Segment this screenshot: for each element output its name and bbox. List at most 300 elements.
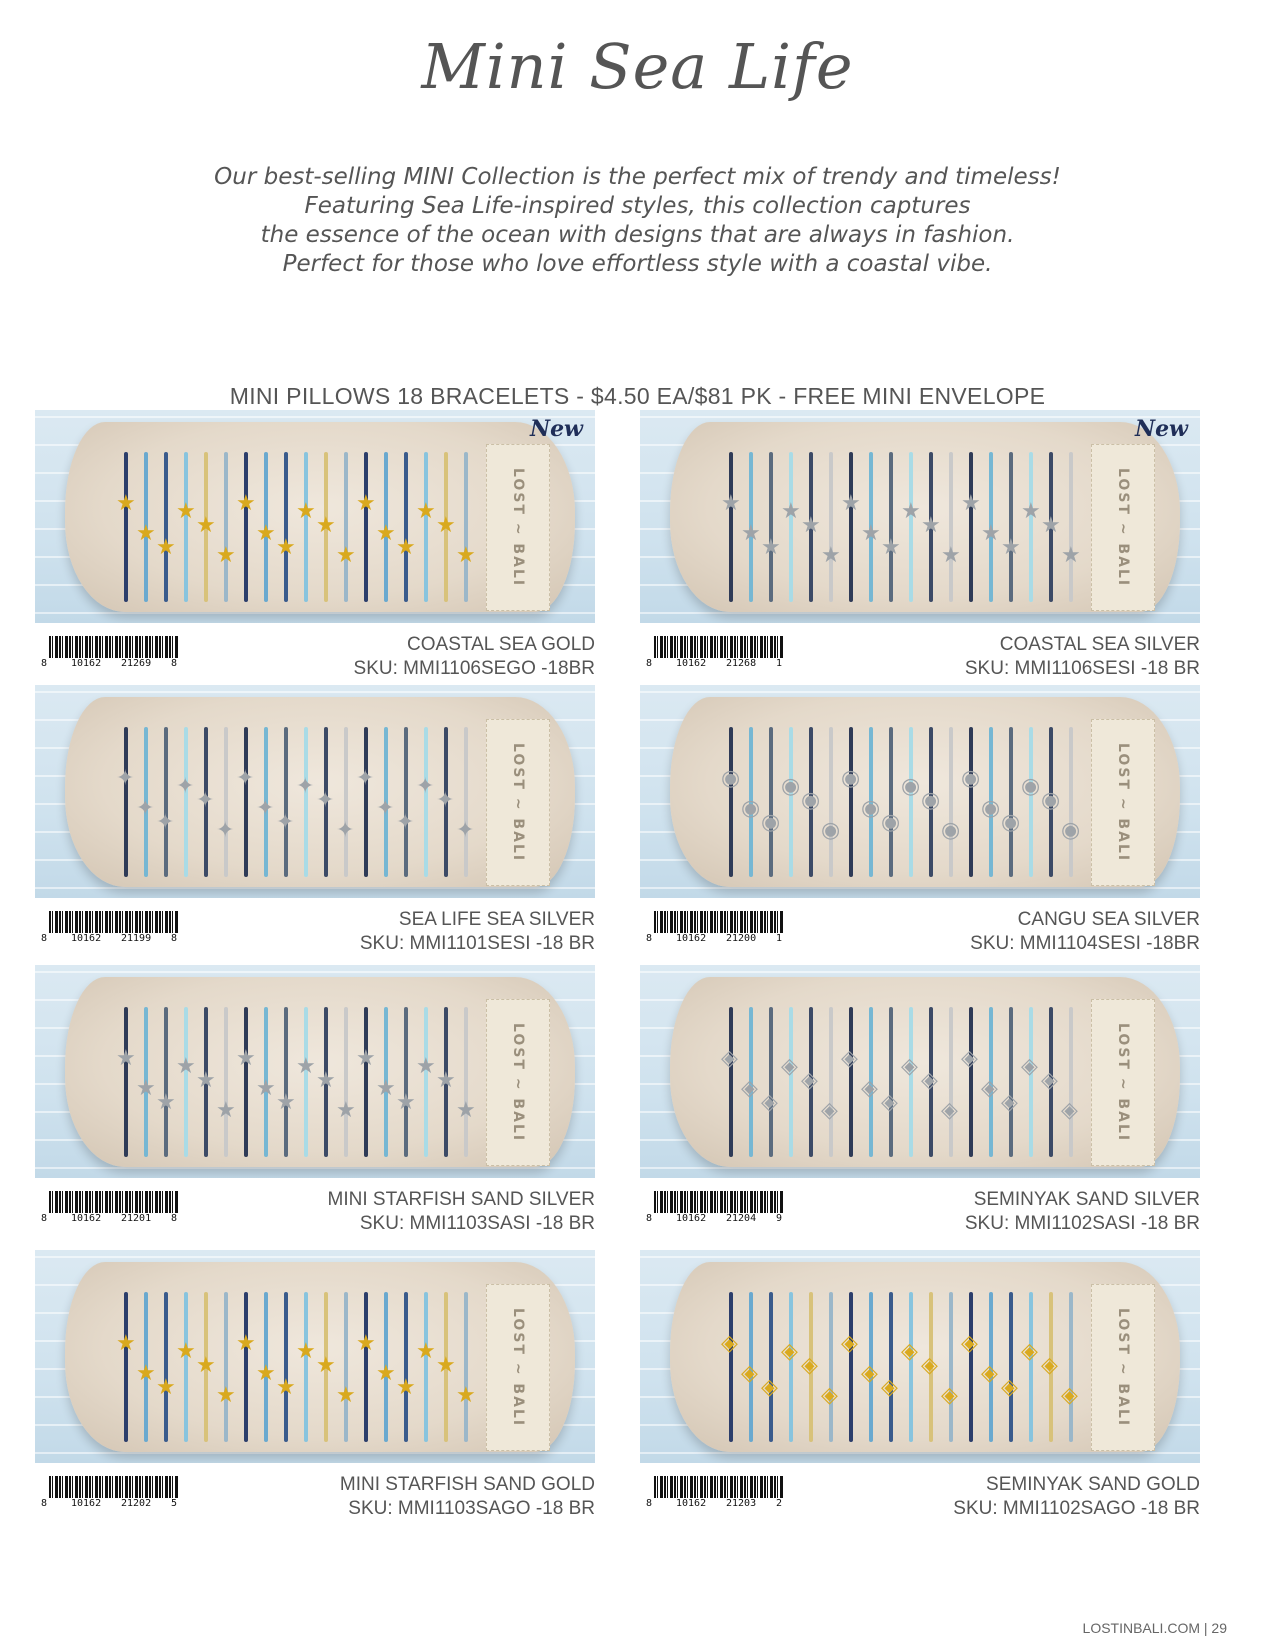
- bracelet-cord: [889, 1292, 893, 1442]
- charm-icon: ★: [436, 512, 456, 537]
- backdrop-stripe: [35, 416, 595, 418]
- pillow-brand-label: LOST ~ BALI: [1091, 1284, 1155, 1451]
- intro-line: Our best-selling MINI Collection is the perfect mix of trendy and timeless!: [214, 164, 1061, 190]
- bracelet-cord: [224, 1007, 228, 1157]
- charm-icon: ★: [436, 1067, 456, 1092]
- intro-text: [150, 163, 1125, 279]
- charm-icon: ◉: [881, 809, 901, 834]
- bracelet-cord: [909, 1007, 913, 1157]
- charm-icon: ✦: [276, 809, 295, 834]
- product-sku: SKU: MMI1102SASI -18 BR: [964, 1213, 1200, 1234]
- backdrop-stripe: [35, 691, 595, 693]
- charm-icon: ★: [1041, 512, 1061, 537]
- bracelet-cord: [124, 1007, 128, 1157]
- charm-icon: ★: [761, 534, 781, 559]
- charm-icon: ◈: [841, 1330, 858, 1355]
- bracelet-strings: [721, 1292, 1095, 1442]
- charm-icon: ◉: [941, 817, 961, 842]
- bracelet-cord: [284, 1292, 288, 1442]
- charm-icon: ★: [376, 1360, 396, 1385]
- charm-icon: ★: [721, 490, 741, 515]
- charm-icon: ★: [981, 520, 1001, 545]
- barcode-bars: [654, 636, 784, 658]
- charm-icon: ★: [1021, 498, 1041, 523]
- intro-line: the essence of the ocean with designs that are always in fashion.: [260, 222, 1015, 248]
- barcode-digits: 21199: [121, 933, 152, 944]
- bracelet-cord: [769, 1007, 773, 1157]
- barcode-digits: 10162: [676, 1498, 707, 1509]
- charm-icon: ★: [316, 512, 336, 537]
- charm-icon: ★: [1001, 534, 1021, 559]
- charm-icon: ◉: [901, 773, 921, 798]
- barcode: [41, 911, 191, 947]
- barcode-bars: [49, 1476, 179, 1498]
- charm-icon: ◈: [1001, 1089, 1018, 1114]
- product-photo: [35, 685, 595, 898]
- bracelet-cord: [849, 727, 853, 877]
- charm-icon: ◈: [821, 1097, 838, 1122]
- barcode-bars: [654, 1476, 784, 1498]
- bracelet-cord: [304, 1292, 308, 1442]
- charm-icon: ◈: [961, 1045, 978, 1070]
- bracelet-cord: [949, 1292, 953, 1442]
- charm-icon: ◈: [941, 1097, 958, 1122]
- barcode: [646, 636, 796, 672]
- bracelet-cord: [344, 452, 348, 602]
- display-pillow: [670, 977, 1180, 1167]
- charm-icon: ◈: [961, 1330, 978, 1355]
- bracelet-cord: [1009, 1292, 1013, 1442]
- pillow-brand-label: LOST ~ BALI: [486, 444, 550, 611]
- product-name: SEMINYAK SAND SILVER: [973, 1189, 1200, 1210]
- product-sku: SKU: MMI1103SAGO -18 BR: [348, 1498, 595, 1519]
- bracelet-cord: [344, 1007, 348, 1157]
- backdrop-stripe: [640, 1452, 1200, 1454]
- charm-icon: ◈: [721, 1330, 738, 1355]
- bracelet-cord: [1069, 1292, 1073, 1442]
- bracelet-cord: [969, 1292, 973, 1442]
- charm-icon: ◈: [741, 1075, 758, 1100]
- charm-icon: ◈: [981, 1075, 998, 1100]
- charm-icon: ★: [376, 1075, 396, 1100]
- bracelet-cord: [164, 1007, 168, 1157]
- charm-icon: ◉: [981, 795, 1001, 820]
- bracelet-cord: [729, 727, 733, 877]
- backdrop-stripe: [35, 612, 595, 614]
- charm-icon: ★: [356, 1045, 376, 1070]
- bracelet-cord: [789, 1007, 793, 1157]
- product-sku: SKU: MMI1102SAGO -18 BR: [953, 1498, 1200, 1519]
- charm-icon: ◈: [881, 1089, 898, 1114]
- bracelet-strings: [116, 727, 490, 877]
- backdrop-stripe: [640, 1167, 1200, 1169]
- barcode-digits: 8: [646, 658, 653, 669]
- bracelet-cord: [304, 727, 308, 877]
- charm-icon: ★: [396, 534, 416, 559]
- charm-icon: ◈: [861, 1075, 878, 1100]
- charm-icon: ◈: [921, 1067, 938, 1092]
- barcode-bars: [654, 1191, 784, 1213]
- charm-icon: ◉: [741, 795, 761, 820]
- charm-icon: ★: [396, 1089, 416, 1114]
- charm-icon: ★: [176, 1338, 196, 1363]
- bracelet-strings: [721, 1007, 1095, 1157]
- charm-icon: ◉: [921, 787, 941, 812]
- charm-icon: ★: [116, 1045, 136, 1070]
- product-sku: SKU: MMI1101SESI -18 BR: [359, 933, 595, 954]
- bracelet-cord: [364, 1007, 368, 1157]
- charm-icon: ◈: [901, 1338, 918, 1363]
- charm-icon: ◉: [1061, 817, 1081, 842]
- bracelet-cord: [284, 452, 288, 602]
- product-photo: [35, 410, 595, 623]
- barcode-digits: 8: [41, 1213, 48, 1224]
- charm-icon: ★: [296, 1338, 316, 1363]
- bracelet-cord: [829, 1292, 833, 1442]
- bracelet-cord: [124, 1292, 128, 1442]
- charm-icon: ◈: [1001, 1374, 1018, 1399]
- charm-icon: ★: [116, 1330, 136, 1355]
- bracelet-cord: [284, 1007, 288, 1157]
- display-pillow: [670, 422, 1180, 612]
- bracelet-cord: [1069, 1007, 1073, 1157]
- bracelet-cord: [284, 727, 288, 877]
- bracelet-strings: [721, 727, 1095, 877]
- product-name: SEMINYAK SAND GOLD: [986, 1474, 1200, 1495]
- charm-icon: ◈: [841, 1045, 858, 1070]
- charm-icon: ★: [336, 1382, 356, 1407]
- charm-icon: ★: [821, 542, 841, 567]
- bracelet-strings: [116, 1007, 490, 1157]
- backdrop-stripe: [640, 416, 1200, 418]
- charm-icon: ★: [376, 520, 396, 545]
- charm-icon: ◉: [1041, 787, 1061, 812]
- barcode: [646, 1476, 796, 1512]
- charm-icon: ★: [961, 490, 981, 515]
- charm-icon: ★: [236, 1045, 256, 1070]
- charm-icon: ◉: [821, 817, 841, 842]
- charm-icon: ✦: [376, 795, 395, 820]
- bracelet-cord: [244, 727, 248, 877]
- bracelet-cord: [404, 1292, 408, 1442]
- bracelet-cord: [304, 1007, 308, 1157]
- display-pillow: [670, 697, 1180, 887]
- barcode-digits: 21204: [726, 1213, 757, 1224]
- barcode-digits: 5: [171, 1498, 178, 1509]
- product-photo: [640, 1250, 1200, 1463]
- bracelet-cord: [424, 727, 428, 877]
- bracelet-strings: [116, 1292, 490, 1442]
- barcode-digits: 8: [171, 933, 178, 944]
- charm-icon: ★: [276, 1374, 296, 1399]
- bracelet-cord: [909, 727, 913, 877]
- bracelet-cord: [789, 727, 793, 877]
- barcode-digits: 1: [776, 933, 783, 944]
- bracelet-cord: [344, 727, 348, 877]
- pillow-brand-label: LOST ~ BALI: [1091, 719, 1155, 886]
- pillow-brand-label: LOST ~ BALI: [486, 999, 550, 1166]
- charm-icon: ◉: [1021, 773, 1041, 798]
- charm-icon: ◈: [1061, 1097, 1078, 1122]
- barcode-digits: 9: [776, 1213, 783, 1224]
- bracelet-cord: [404, 1007, 408, 1157]
- barcode-digits: 1: [776, 658, 783, 669]
- bracelet-cord: [224, 1292, 228, 1442]
- bracelet-cord: [344, 1292, 348, 1442]
- backdrop-stripe: [640, 971, 1200, 973]
- barcode-digits: 21201: [121, 1213, 152, 1224]
- bracelet-cord: [909, 1292, 913, 1442]
- product-name: CANGU SEA SILVER: [1017, 909, 1200, 930]
- charm-icon: ✦: [396, 809, 415, 834]
- barcode-bars: [654, 911, 784, 933]
- bracelet-cord: [244, 1007, 248, 1157]
- charm-icon: ◈: [881, 1374, 898, 1399]
- charm-icon: ★: [456, 1097, 476, 1122]
- new-badge: New: [529, 416, 583, 442]
- barcode-digits: 8: [646, 933, 653, 944]
- display-pillow: [65, 422, 575, 612]
- bracelet-cord: [949, 1007, 953, 1157]
- charm-icon: ◈: [781, 1053, 798, 1078]
- charm-icon: ★: [861, 520, 881, 545]
- charm-icon: ◈: [761, 1374, 778, 1399]
- bracelet-cord: [1069, 727, 1073, 877]
- bracelet-cord: [1069, 452, 1073, 602]
- bracelet-cord: [424, 1292, 428, 1442]
- barcode-bars: [49, 1191, 179, 1213]
- bracelet-cord: [829, 1007, 833, 1157]
- barcode-digits: 2: [776, 1498, 783, 1509]
- barcode-digits: 21268: [726, 658, 757, 669]
- charm-icon: ✦: [216, 817, 235, 842]
- barcode-digits: 10162: [71, 1213, 102, 1224]
- charm-icon: ★: [841, 490, 861, 515]
- charm-icon: ★: [176, 1053, 196, 1078]
- product-name: COASTAL SEA SILVER: [999, 634, 1200, 655]
- bracelet-cord: [1029, 1292, 1033, 1442]
- bracelet-cord: [424, 452, 428, 602]
- bracelet-cord: [1029, 452, 1033, 602]
- bracelet-cord: [124, 727, 128, 877]
- barcode-digits: 8: [646, 1498, 653, 1509]
- charm-icon: ★: [296, 498, 316, 523]
- backdrop-stripe: [640, 1256, 1200, 1258]
- charm-icon: ✦: [456, 817, 475, 842]
- bracelet-cord: [849, 1007, 853, 1157]
- bracelet-cord: [889, 1007, 893, 1157]
- charm-icon: ★: [216, 542, 236, 567]
- bracelet-cord: [769, 452, 773, 602]
- bracelet-cord: [1009, 727, 1013, 877]
- product-photo: [640, 685, 1200, 898]
- charm-icon: ✦: [296, 773, 315, 798]
- charm-icon: ★: [901, 498, 921, 523]
- page-footer: LOSTINBALI.COM | 29: [1082, 1620, 1227, 1636]
- bracelet-cord: [889, 727, 893, 877]
- bracelet-cord: [1009, 1007, 1013, 1157]
- pillow-brand-label: LOST ~ BALI: [486, 719, 550, 886]
- charm-icon: ◈: [741, 1360, 758, 1385]
- barcode: [41, 1476, 191, 1512]
- bracelet-cord: [949, 452, 953, 602]
- charm-icon: ★: [941, 542, 961, 567]
- intro-line: Perfect for those who love effortless style with a coastal vibe.: [282, 251, 993, 277]
- bracelet-strings: [116, 452, 490, 602]
- charm-icon: ★: [136, 520, 156, 545]
- charm-icon: ★: [801, 512, 821, 537]
- charm-icon: ✦: [236, 765, 255, 790]
- barcode: [646, 911, 796, 947]
- bracelet-cord: [404, 452, 408, 602]
- charm-icon: ★: [456, 1382, 476, 1407]
- charm-icon: ★: [216, 1097, 236, 1122]
- charm-icon: ◈: [861, 1360, 878, 1385]
- barcode-digits: 8: [41, 933, 48, 944]
- product-sku: SKU: MMI1104SESI -18BR: [970, 933, 1200, 954]
- charm-icon: ★: [256, 520, 276, 545]
- backdrop-stripe: [640, 691, 1200, 693]
- charm-icon: ✦: [356, 765, 375, 790]
- charm-icon: ★: [356, 490, 376, 515]
- charm-icon: ★: [156, 1089, 176, 1114]
- intro-line: Featuring Sea Life-inspired styles, this collection captures: [304, 193, 971, 219]
- bracelet-cord: [769, 727, 773, 877]
- charm-icon: ◉: [841, 765, 861, 790]
- charm-icon: ✦: [316, 787, 335, 812]
- bracelet-cord: [949, 727, 953, 877]
- barcode-digits: 10162: [71, 933, 102, 944]
- bracelet-cord: [789, 1292, 793, 1442]
- product-photo: [35, 965, 595, 1178]
- bracelet-cord: [364, 452, 368, 602]
- product-name: MINI STARFISH SAND GOLD: [339, 1474, 595, 1495]
- charm-icon: ✦: [156, 809, 175, 834]
- charm-icon: ◈: [901, 1053, 918, 1078]
- bracelet-cord: [404, 727, 408, 877]
- bracelet-cord: [729, 452, 733, 602]
- bracelet-cord: [464, 727, 468, 877]
- charm-icon: ★: [881, 534, 901, 559]
- page-title: Mini Sea Life: [421, 30, 854, 103]
- barcode-digits: 8: [41, 658, 48, 669]
- charm-icon: ★: [236, 1330, 256, 1355]
- charm-icon: ★: [316, 1067, 336, 1092]
- bracelet-cord: [729, 1292, 733, 1442]
- bracelet-cord: [224, 727, 228, 877]
- charm-icon: ◈: [1021, 1053, 1038, 1078]
- charm-icon: ✦: [116, 765, 135, 790]
- bracelet-cord: [244, 452, 248, 602]
- charm-icon: ★: [316, 1352, 336, 1377]
- charm-icon: ◉: [961, 765, 981, 790]
- bracelet-cord: [164, 727, 168, 877]
- charm-icon: ✦: [256, 795, 275, 820]
- pillow-brand-label: LOST ~ BALI: [1091, 999, 1155, 1166]
- bracelet-cord: [464, 452, 468, 602]
- barcode: [41, 636, 191, 672]
- bracelet-cord: [124, 452, 128, 602]
- bracelet-cord: [244, 1292, 248, 1442]
- charm-icon: ★: [396, 1374, 416, 1399]
- charm-icon: ★: [336, 542, 356, 567]
- bracelet-cord: [164, 1292, 168, 1442]
- charm-icon: ◉: [801, 787, 821, 812]
- charm-icon: ★: [196, 1352, 216, 1377]
- charm-icon: ✦: [176, 773, 195, 798]
- charm-icon: ★: [196, 1067, 216, 1092]
- charm-icon: ★: [256, 1360, 276, 1385]
- barcode-bars: [49, 911, 179, 933]
- barcode-digits: 10162: [676, 933, 707, 944]
- display-pillow: [65, 1262, 575, 1452]
- bracelet-cord: [1029, 727, 1033, 877]
- bracelet-cord: [184, 727, 188, 877]
- product-name: COASTAL SEA GOLD: [407, 634, 595, 655]
- backdrop-stripe: [640, 887, 1200, 889]
- bracelet-cord: [729, 1007, 733, 1157]
- bracelet-cord: [969, 452, 973, 602]
- pricing-subheading: MINI PILLOWS 18 BRACELETS - $4.50 EA/$81 PK - FREE MINI ENVELOPE: [229, 383, 1046, 409]
- charm-icon: ◈: [1061, 1382, 1078, 1407]
- charm-icon: ★: [436, 1352, 456, 1377]
- product-sku: SKU: MMI1106SESI -18 BR: [964, 658, 1200, 679]
- new-badge: New: [1134, 416, 1188, 442]
- charm-icon: ★: [276, 1089, 296, 1114]
- charm-icon: ◈: [1041, 1352, 1058, 1377]
- charm-icon: ◈: [801, 1067, 818, 1092]
- display-pillow: [65, 697, 575, 887]
- bracelet-cord: [969, 727, 973, 877]
- bracelet-cord: [829, 727, 833, 877]
- backdrop-stripe: [35, 1167, 595, 1169]
- bracelet-cord: [464, 1292, 468, 1442]
- charm-icon: ★: [236, 490, 256, 515]
- bracelet-cord: [829, 452, 833, 602]
- charm-icon: ★: [456, 542, 476, 567]
- pillow-brand-label: LOST ~ BALI: [1091, 444, 1155, 611]
- bracelet-cord: [849, 452, 853, 602]
- charm-icon: ◈: [981, 1360, 998, 1385]
- bracelet-cord: [364, 1292, 368, 1442]
- backdrop-stripe: [35, 887, 595, 889]
- bracelet-cord: [184, 452, 188, 602]
- charm-icon: ★: [416, 1338, 436, 1363]
- product-name: SEA LIFE SEA SILVER: [398, 909, 595, 930]
- charm-icon: ★: [741, 520, 761, 545]
- product-photo: [640, 965, 1200, 1178]
- charm-icon: ★: [276, 534, 296, 559]
- charm-icon: ◈: [781, 1338, 798, 1363]
- barcode-digits: 10162: [676, 1213, 707, 1224]
- backdrop-stripe: [35, 1256, 595, 1258]
- charm-icon: ✦: [436, 787, 455, 812]
- product-name: MINI STARFISH SAND SILVER: [327, 1189, 595, 1210]
- charm-icon: ★: [136, 1075, 156, 1100]
- barcode: [646, 1191, 796, 1227]
- display-pillow: [670, 1262, 1180, 1452]
- charm-icon: ✦: [196, 787, 215, 812]
- barcode-digits: 10162: [71, 658, 102, 669]
- charm-icon: ◈: [801, 1352, 818, 1377]
- charm-icon: ◈: [941, 1382, 958, 1407]
- charm-icon: ✦: [136, 795, 155, 820]
- bracelet-cord: [424, 1007, 428, 1157]
- bracelet-cord: [769, 1292, 773, 1442]
- backdrop-stripe: [35, 971, 595, 973]
- barcode-digits: 8: [171, 658, 178, 669]
- charm-icon: ★: [136, 1360, 156, 1385]
